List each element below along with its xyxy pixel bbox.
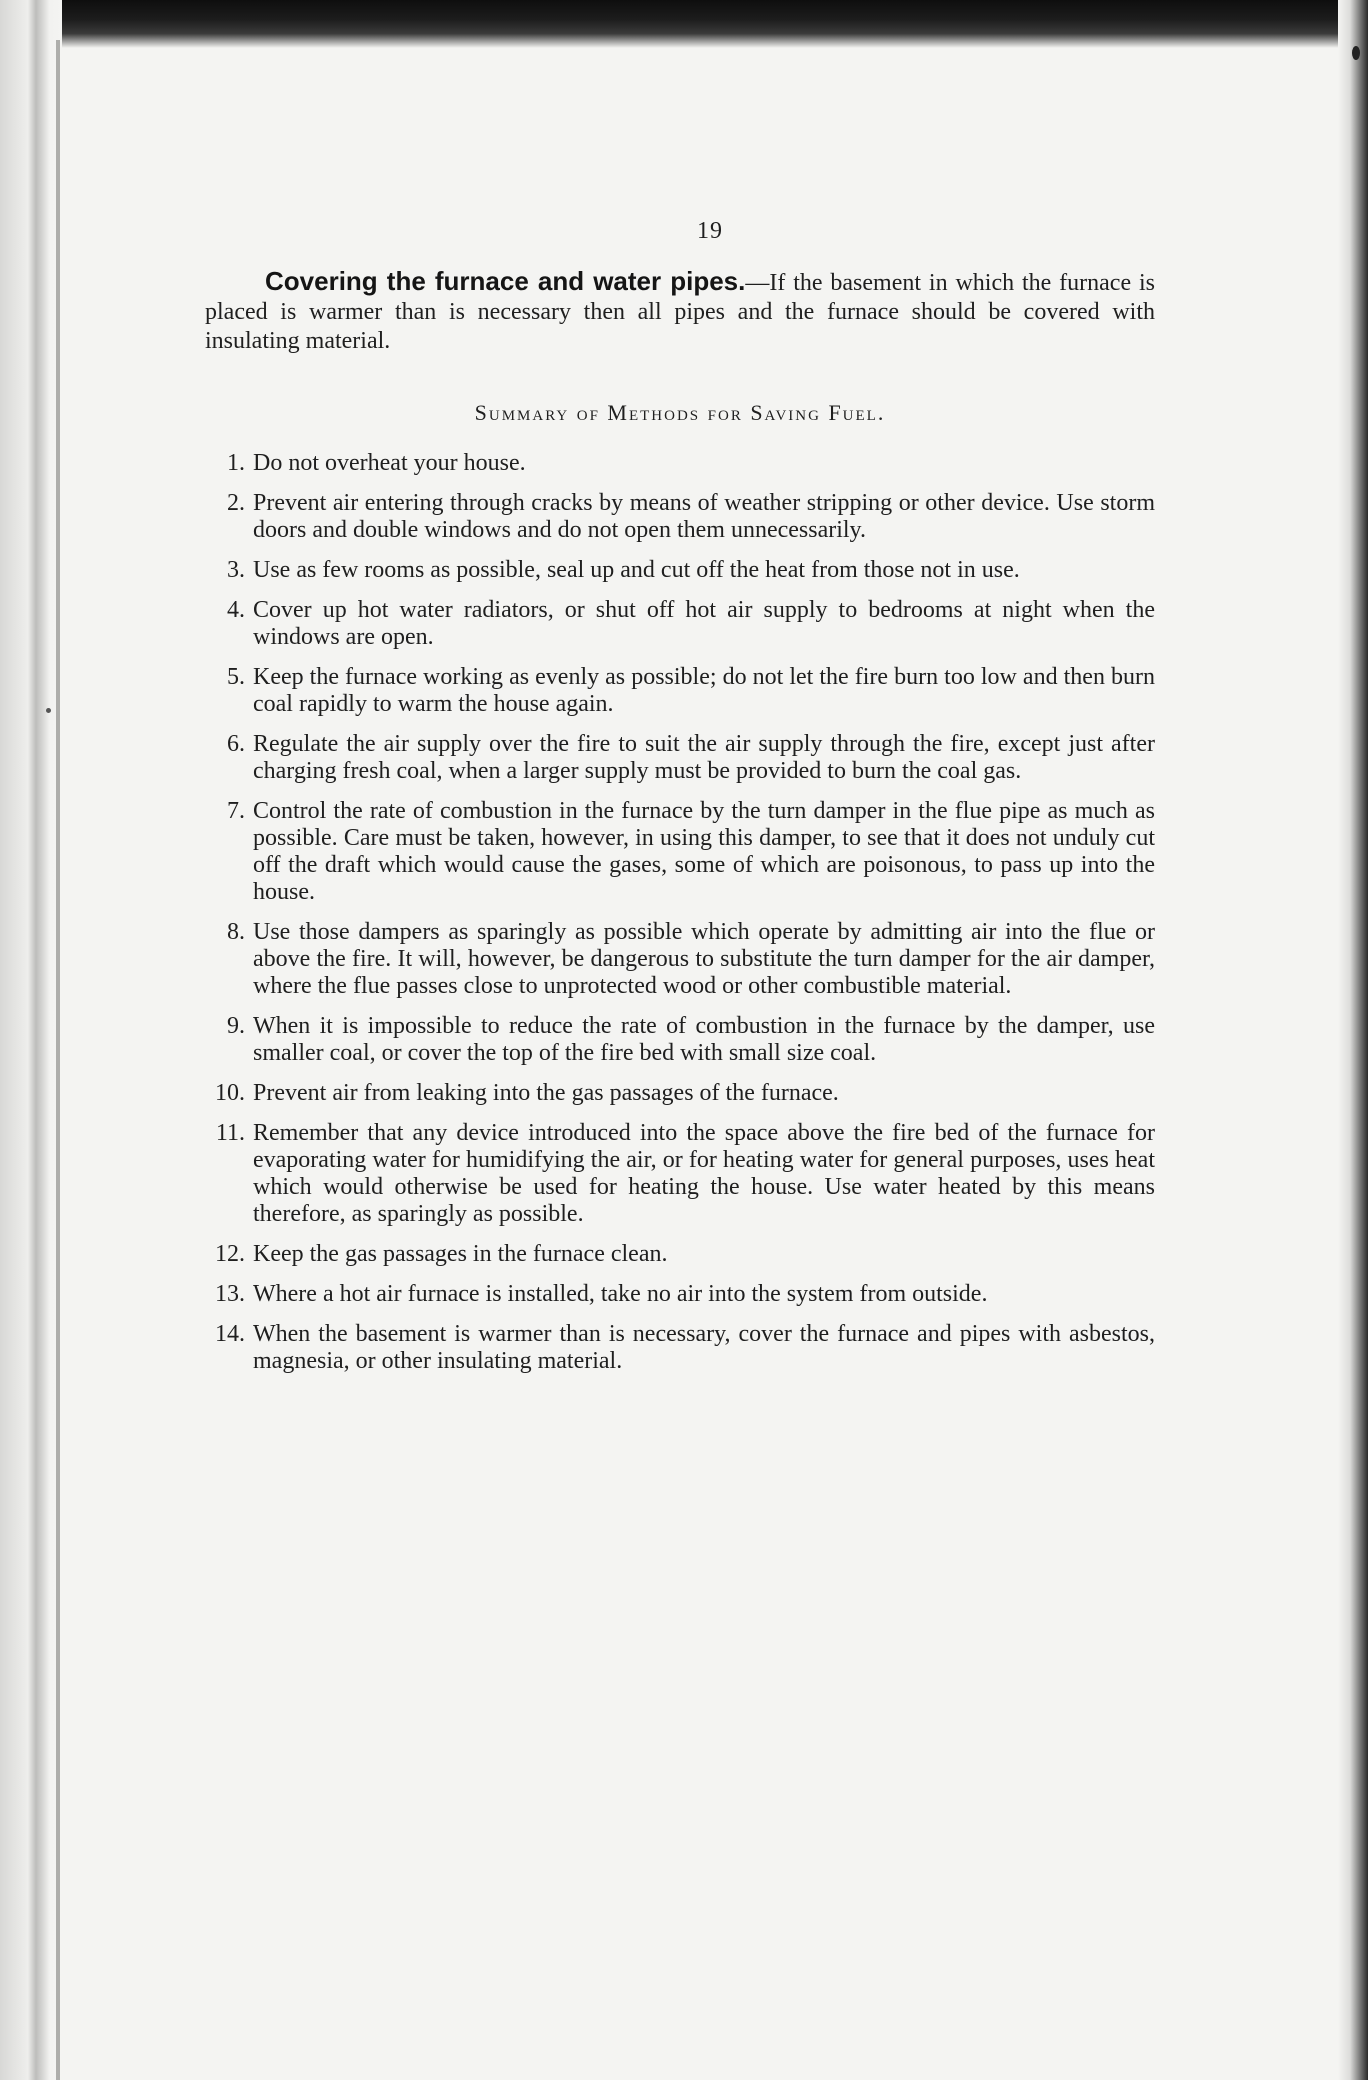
item-text: Where a hot air furnace is installed, take no air into the system from outside. <box>253 1281 988 1307</box>
item-text: Prevent air entering through cracks by means of weather stripping or other device. Use storm doors and double windows and do not open them unnecessarily. <box>253 490 1155 543</box>
list-item <box>205 1281 1155 1308</box>
item-text: Keep the furnace working as evenly as possible; do not let the fire burn too low and then burn coal rapidly to warm the house again. <box>253 664 1155 717</box>
item-number: 7. <box>227 798 245 824</box>
list-item <box>205 664 1155 718</box>
left-binding-line <box>56 40 60 2080</box>
summary-title: Summary of Methods for Saving Fuel. <box>474 400 886 425</box>
item-number: 13. <box>215 1281 245 1307</box>
list-item <box>205 1120 1155 1228</box>
item-text: Use as few rooms as possible, seal up and cut off the heat from those not in use. <box>253 557 1020 583</box>
item-number: 14. <box>215 1321 245 1347</box>
list-item <box>205 450 1155 477</box>
intro-paragraph <box>205 267 1155 356</box>
list-item <box>205 1241 1155 1268</box>
methods-list <box>205 450 1155 1375</box>
list-item <box>205 731 1155 785</box>
item-number: 1. <box>227 450 245 476</box>
list-item <box>205 557 1155 584</box>
list-item <box>205 1080 1155 1107</box>
item-text: Do not overheat your house. <box>253 450 526 476</box>
right-page-edge <box>1338 0 1368 2080</box>
item-number: 2. <box>227 490 245 516</box>
list-item <box>205 490 1155 544</box>
item-number: 5. <box>227 664 245 690</box>
item-text: Control the rate of combustion in the furnace by the turn damper in the flue pipe as much as possible. Care must be taken, however, in using this damper, to see that it does not unduly cut off the draft which would cause the gases, some of which are poisonous, to pass up into the house. <box>253 798 1155 905</box>
intro-text: —If the basement in which the furnace is placed is warmer than is necessary then all pipes and the furnace should be covered with insulating material. <box>205 270 1155 354</box>
list-item <box>205 597 1155 651</box>
item-number: 10. <box>215 1080 245 1106</box>
item-number: 9. <box>227 1013 245 1039</box>
list-item <box>205 1013 1155 1067</box>
item-number: 4. <box>227 597 245 623</box>
left-binding-edge <box>0 0 62 2080</box>
page-number: 19 <box>697 218 723 244</box>
intro-heading: Covering the furnace and water pipes. <box>265 266 746 296</box>
item-number: 12. <box>215 1241 245 1267</box>
dust-speck <box>46 708 51 713</box>
top-scan-shadow <box>0 0 1368 48</box>
item-text: Use those dampers as sparingly as possible which operate by admitting air into the flue or above the fire. It will, however, be dangerous to substitute the turn damper for the air damper, where the flue passes close to unprotected wood or other combustible material. <box>253 919 1155 999</box>
list-item <box>205 919 1155 1000</box>
item-text: When the basement is warmer than is necessary, cover the furnace and pipes with asbestos, magnesia, or other insulating material. <box>253 1321 1155 1374</box>
dust-speck <box>1352 46 1360 60</box>
list-item <box>205 798 1155 906</box>
item-number: 8. <box>227 919 245 945</box>
item-text: Prevent air from leaking into the gas passages of the furnace. <box>253 1080 839 1106</box>
item-text: Regulate the air supply over the fire to suit the air supply through the fire, except just after charging fresh coal, when a larger supply must be provided to burn the coal gas. <box>253 731 1155 784</box>
item-text: Cover up hot water radiators, or shut off hot air supply to bedrooms at night when the windows are open. <box>253 597 1155 650</box>
item-number: 11. <box>215 1120 245 1146</box>
item-text: Keep the gas passages in the furnace clean. <box>253 1241 668 1267</box>
page-content <box>205 218 1155 1388</box>
list-item <box>205 1321 1155 1375</box>
item-number: 3. <box>227 557 245 583</box>
item-number: 6. <box>227 731 245 757</box>
item-text: Remember that any device introduced into the space above the fire bed of the furnace for evaporating water for humidifying the air, or for heating water for general purposes, uses heat which would otherwise be used for heating the house. Use water heated by this means therefore, as sparingly as possible. <box>253 1120 1155 1227</box>
item-text: When it is impossible to reduce the rate of combustion in the furnace by the damper, use smaller coal, or cover the top of the fire bed with small size coal. <box>253 1013 1155 1066</box>
